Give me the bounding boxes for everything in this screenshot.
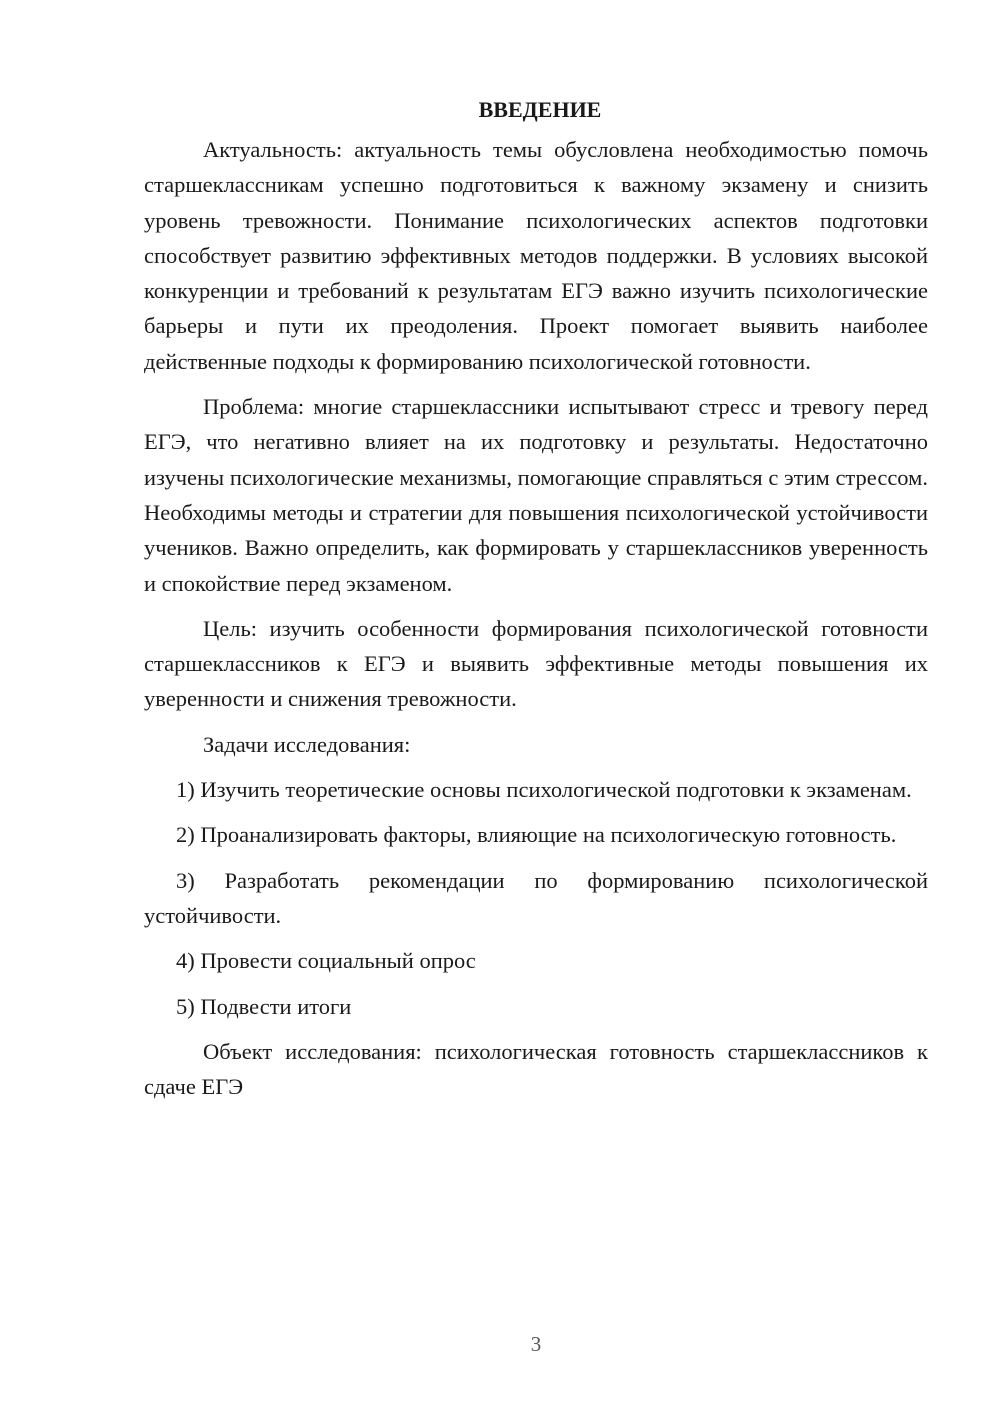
- relevance-paragraph: Актуальность: актуальность темы обусловлена необходимостью помочь старшеклассникам успешно подготовиться к важному экзамену и снизить уровень тревожности. Понимание психологических аспектов подготовки способствует развитию эффективных методов поддержки. В условиях высокой конкуренции и требований к результатам ЕГЭ важно изучить психологические барьеры и пути их преодоления. Проект помогает выявить наиболее действенные подходы к формированию психологической готовности.: [144, 137, 928, 374]
- task-item: 5) Подвести итоги: [176, 993, 352, 1019]
- task-item: 1) Изучить теоретические основы психологической подготовки к экзаменам.: [176, 777, 912, 803]
- task-item: 3) Разработать рекомендации по формированию психологической устойчивости.: [144, 867, 928, 928]
- problem-paragraph: Проблема: многие старшеклассники испытывают стресс и тревогу перед ЕГЭ, что негативно влияет на их подготовку и результаты. Недостаточно изучены психологические механизмы, помогающие справляться с этим стрессом. Необходимы методы и стратегии для повышения психологической устойчивости учеников. Важно определить, как формировать у старшеклассников уверенность и спокойствие перед экзаменом.: [144, 394, 928, 596]
- task-item: 4) Провести социальный опрос: [176, 948, 476, 974]
- page-number: 3: [530, 1332, 542, 1356]
- tasks-title: Задачи исследования:: [203, 731, 411, 757]
- object-paragraph: Объект исследования: психологическая готовность старшеклассников к сдаче ЕГЭ: [144, 1038, 928, 1100]
- task-item: 2) Проанализировать факторы, влияющие на психологическую готовность.: [176, 822, 897, 848]
- document-page: [144, 92, 928, 1114]
- goal-paragraph: Цель: изучить особенности формирования психологической готовности старшеклассников к ЕГЭ и выявить эффективные методы повышения их уверенности и снижения тревожности.: [144, 615, 928, 712]
- section-heading: ВВЕДЕНИЕ: [478, 97, 602, 122]
